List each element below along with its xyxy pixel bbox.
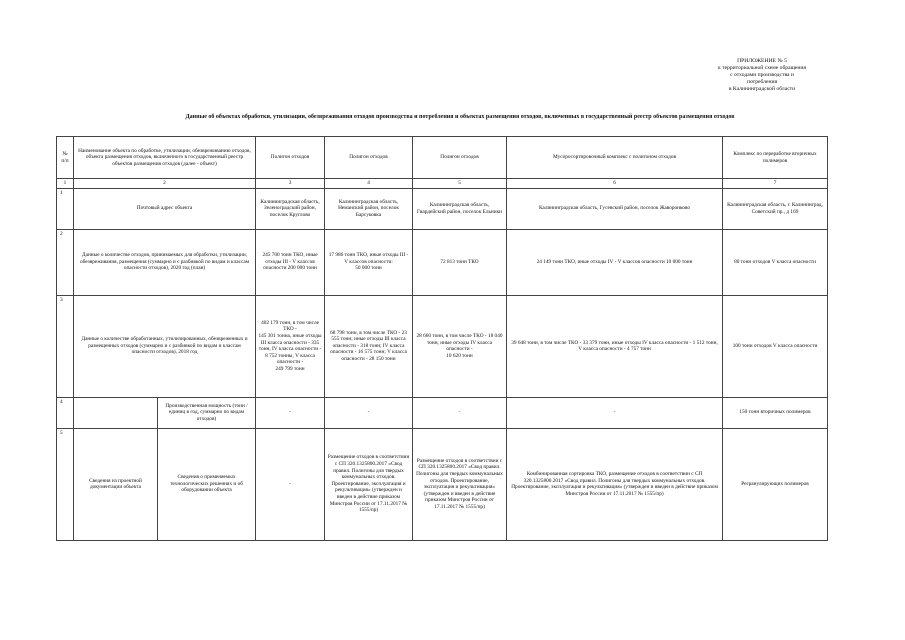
cell: 28 660 тонн, в том числе ТКО - 18 040 тонн, иные отходы IV класса опасности - 10 620 тонн <box>413 295 507 397</box>
cell: Калининградская область, Зеленоградский район, поселок Круглово <box>256 188 325 229</box>
row-number: 5 <box>57 428 74 540</box>
row-sublabel: Сведения о применяемых технологических решениях и об оборудовании объекта <box>158 428 256 540</box>
cell: Калининградская область, Неманский район, поселок Барсуковка <box>325 188 413 229</box>
col-index: 4 <box>325 179 413 189</box>
header-col7: Комплекс по переработке вторичных полимеров <box>723 137 828 179</box>
cell: 150 тонн вторичных полимеров <box>723 397 828 428</box>
cell: 80 тонн отходов V класса опасности <box>723 229 828 295</box>
cell: Размещение отходов в соответствии с СП 320.1325800.2017 «Свод правил. Полигоны для твердых коммунальных отходов. Проектирование, эксплуатация и рекультивация» (утвержден и введен в действие приказом Минстроя России от 17.11.2017 № 1555/пр) <box>325 428 413 540</box>
header-num: № п/п <box>57 137 74 179</box>
cell: 24 149 тонн ТКО, иные отходы IV - V классов опасности 10 000 тонн <box>507 229 723 295</box>
cell: Регранулирующих полимеров <box>723 428 828 540</box>
cell: 72 813 тонн ТКО <box>413 229 507 295</box>
row-label: Данные о количестве отходов, принимаемых для обработки, утилизации, обезвреживания, размещения (суммарно и с разбивкой по видам и классам опасности отходов), 2020 год (план) <box>74 229 256 295</box>
cell: Калининградская область, г. Калининград, Советский пр., д 169 <box>723 188 828 229</box>
cell: - <box>413 397 507 428</box>
cell: - <box>325 397 413 428</box>
col-index: 3 <box>256 179 325 189</box>
row-number: 4 <box>57 397 74 428</box>
header-col4: Полигон отходов <box>325 137 413 179</box>
appendix-line: в Калининградской области <box>728 86 796 92</box>
cell: Калининградская область, Гусевский район, поселок Жаворонково <box>507 188 723 229</box>
appendix-line: потребления <box>746 79 778 85</box>
row-label: Почтовый адрес объекта <box>74 188 256 229</box>
header-col6: Мусоросортировочный комплекс с полигоном отходов <box>507 137 723 179</box>
cell: 402 179 тонн, в том числе ТКО - 145 301 тонна, иные отходы III класса опасности - 335 тонн, IV класса опасности - 8 752 тонны, V класса опасности - 249 799 тонн <box>256 295 325 397</box>
cell: Калининградская область, Гвардейский район, поселок Ельники <box>413 188 507 229</box>
cell: Размещение отходов в соответствии с СП 320.1325800.2017 «Свод правил. Полигоны для твердых коммунальных отходов. Проектирование, эксплуатация и рекультивация» (утвержден и введен в действие приказом Минстроя России от 17.11.2017 № 1555/пр) <box>413 428 507 540</box>
cell: - <box>256 397 325 428</box>
row-number: 3 <box>57 295 74 397</box>
cell: - <box>256 428 325 540</box>
group-label: Сведения из проектной документации объекта <box>74 428 158 540</box>
header-col3: Полигон отходов <box>256 137 325 179</box>
row-number: 1 <box>57 188 74 229</box>
cell: 100 тонн отходов V класса опасности <box>723 295 828 397</box>
table-row <box>57 397 828 428</box>
header-object-name: Наименование объекта по обработке, утилизации, обезвреживанию отходов, объекта размещения отходов, включенного в государственный реестр объектов размещения отходов (далее - объект) <box>74 137 256 179</box>
row-number: 2 <box>57 229 74 295</box>
row-sublabel: Производственная мощность (тонн / единиц в год, суммарно по видам отходов) <box>158 397 256 428</box>
appendix-number: ПРИЛОЖЕНИЕ № 5 <box>737 58 787 64</box>
col-index: 5 <box>413 179 507 189</box>
column-index-row <box>57 179 828 189</box>
table-header-row <box>57 137 828 179</box>
table-row <box>57 188 828 229</box>
document-title: Данные об объектах обработки, утилизации, обезвреживания отходов производства и потребления и объектах размещения отходов, включенных в государственный реестр объектов размещения отходов <box>185 114 735 120</box>
col-index: 7 <box>723 179 828 189</box>
appendix-block <box>692 58 832 93</box>
group-label-empty <box>74 397 158 428</box>
cell: 39 648 тонн, в том числе ТКО - 33 379 тонн, иные отходы IV класса опасности - 1 512 тонн, V класса опасности - 4 757 тонн <box>507 295 723 397</box>
table-row <box>57 295 828 397</box>
cell: 68 798 тонн, в том числе ТКО - 23 555 тонн; иные отходы III класса опасности - 318 тонн; IV класса опасности - 16 575 тонн; V класса опасности - 28 150 тонн <box>325 295 413 397</box>
header-col5: Полигон отходов <box>413 137 507 179</box>
table-row <box>57 229 828 295</box>
table-row <box>57 428 828 540</box>
row-label: Данные о количестве обработанных, утилизированных, обезвреженных и размещенных отходов (суммарно и с разбивкой по видам и классам опасности отходов), 2018 год <box>74 295 256 397</box>
appendix-line: с отходами производства и <box>730 72 794 78</box>
col-index: 1 <box>57 179 74 189</box>
objects-table <box>56 136 828 541</box>
col-index: 6 <box>507 179 723 189</box>
cell: 17 986 тонн ТКО, иные отходы III - V классов опасности: 50 000 тонн <box>325 229 413 295</box>
col-index: 2 <box>74 179 256 189</box>
appendix-line: к территориальной схеме обращения <box>718 65 806 71</box>
cell: Комбинированная сортировка ТКО, размещение отходов в соответствии с СП 320.1325800.2017 «Свод правил. Полигоны для твердых коммунальных отходов. Проектирование, эксплуатация и рекультивация» (утвержден и введен в действие приказом Минстроя России от 17.11.2017 № 1555/пр) <box>507 428 723 540</box>
cell: 245 700 тонн ТКО, иные отходы III - V классов опасности 200 000 тонн <box>256 229 325 295</box>
cell: - <box>507 397 723 428</box>
